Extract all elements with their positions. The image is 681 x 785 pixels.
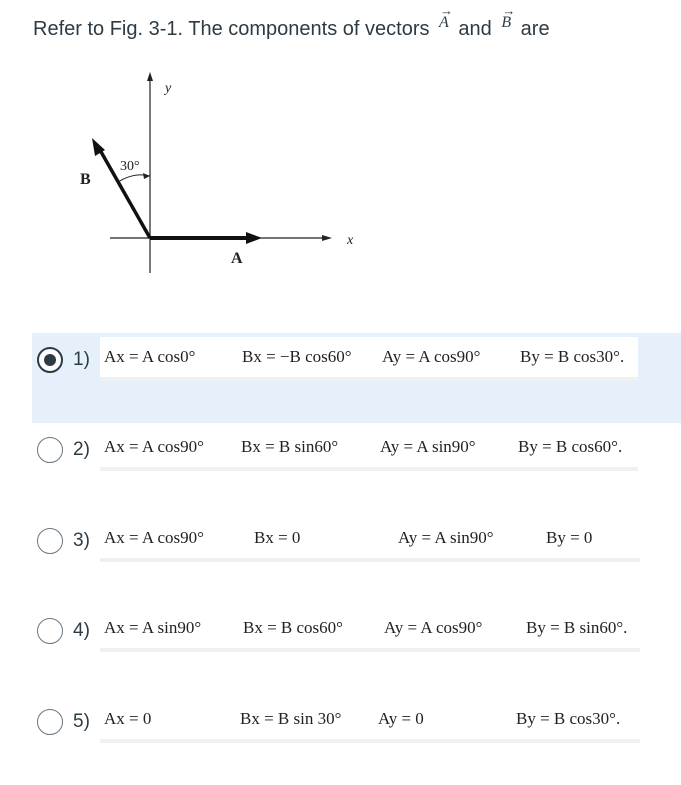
formula-by: By = B cos30°. — [520, 347, 625, 366]
formula-ax: Ax = A cos90° — [104, 528, 204, 547]
option-number: 3) — [73, 530, 90, 551]
question-suffix: are — [520, 18, 550, 40]
radio-button-option-5[interactable] — [37, 709, 63, 735]
formula-by: By = B cos60°. — [518, 437, 623, 456]
vector-b-symbol — [497, 3, 516, 32]
formula-by: By = B sin60°. — [526, 618, 628, 637]
formula-ay: Ay = A cos90° — [382, 347, 481, 366]
radio-button-option-3[interactable] — [37, 528, 63, 554]
formula-ay: Ay = A sin90° — [398, 528, 494, 547]
option-number: 1) — [73, 349, 90, 370]
vector-arrow-icon: → — [502, 3, 516, 18]
vector-b-label: B — [80, 171, 91, 188]
formula-ay: Ay = A sin90° — [380, 437, 476, 456]
y-axis-label: y — [165, 81, 172, 96]
option-number: 5) — [73, 711, 90, 732]
y-axis-arrow-icon — [147, 72, 153, 81]
vector-a-label: A — [231, 250, 243, 267]
radio-button-option-2[interactable] — [37, 437, 63, 463]
vector-a-letter: A — [439, 14, 449, 31]
answer-option-1[interactable] — [32, 333, 681, 423]
x-axis-label: x — [347, 233, 354, 248]
vector-arrow-icon: → — [440, 3, 454, 18]
question-prefix: Refer to Fig. 3-1. The components of vectors — [33, 18, 430, 40]
answer-option-3[interactable] — [32, 514, 681, 604]
formula-ax: Ax = A cos90° — [104, 437, 204, 456]
answer-option-2[interactable] — [32, 423, 681, 513]
formula-by: By = B cos30°. — [516, 709, 621, 728]
formula-ax: Ax = A cos0° — [104, 347, 196, 366]
formula-by: By = 0 — [546, 528, 593, 547]
vector-b-letter: B — [501, 14, 512, 31]
option-formula-image — [100, 337, 638, 381]
question-text — [33, 3, 550, 41]
angle-label: 30° — [120, 159, 140, 174]
formula-ax: Ax = A sin90° — [104, 618, 202, 637]
formula-bx: Bx = B cos60° — [243, 618, 343, 637]
vector-a-arrowhead-icon — [246, 232, 262, 244]
option-formula-image — [100, 699, 640, 743]
question-middle: and — [458, 18, 492, 40]
formula-bx: Bx = −B cos60° — [242, 347, 352, 366]
formula-bx: Bx = B sin 30° — [240, 709, 342, 728]
option-formula-image — [100, 518, 640, 562]
formula-ay: Ay = 0 — [378, 709, 424, 728]
option-formula-image — [100, 608, 640, 652]
option-formula-image — [100, 427, 638, 471]
formula-bx: Bx = B sin60° — [241, 437, 339, 456]
vector-figure — [70, 68, 370, 278]
answer-option-5[interactable] — [32, 695, 681, 785]
answer-option-4[interactable] — [32, 604, 681, 694]
angle-arc-arrow-icon — [143, 173, 150, 179]
formula-ay: Ay = A cos90° — [384, 618, 483, 637]
x-axis-arrow-icon — [322, 235, 332, 241]
option-number: 2) — [73, 439, 90, 460]
radio-button-option-4[interactable] — [37, 618, 63, 644]
option-number: 4) — [73, 620, 90, 641]
formula-bx: Bx = 0 — [254, 528, 301, 547]
formula-ax: Ax = 0 — [104, 709, 152, 728]
vector-a-symbol — [435, 3, 454, 32]
radio-button-option-1[interactable] — [37, 347, 63, 373]
